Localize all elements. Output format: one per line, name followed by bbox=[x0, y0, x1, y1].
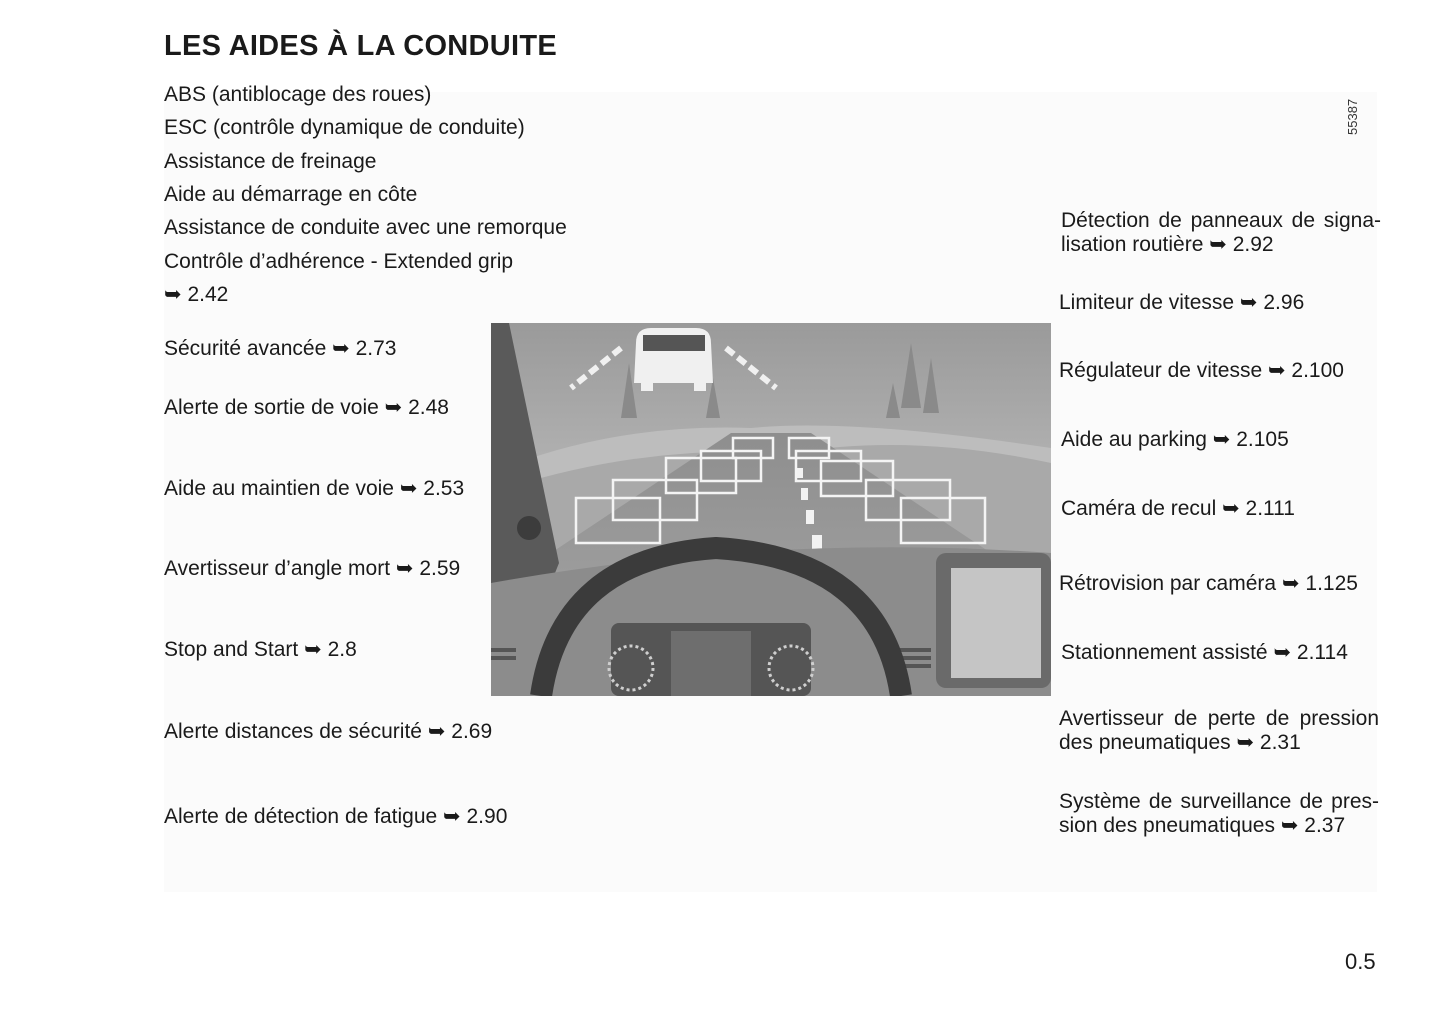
item-label: Alerte de sortie de voie bbox=[164, 396, 379, 419]
left-list-item: ABS (antiblocage des roues) bbox=[164, 83, 432, 106]
item-label: Aide au maintien de voie bbox=[164, 477, 394, 500]
item-label: Stop and Start bbox=[164, 638, 299, 661]
left-list-item: Assistance de conduite avec une remorque bbox=[164, 216, 567, 239]
arrow-icon: ➥ bbox=[1267, 359, 1286, 382]
item-label: Rétrovision par caméra bbox=[1059, 572, 1277, 595]
left-list-item: ESC (contrôle dynamique de conduite) bbox=[164, 116, 525, 139]
arrow-icon: ➥ bbox=[1281, 572, 1300, 595]
right-item[interactable] bbox=[1061, 428, 1289, 452]
right-item[interactable] bbox=[1059, 707, 1379, 755]
page-reference: 2.48 bbox=[408, 396, 449, 419]
page-reference: 2.96 bbox=[1263, 291, 1305, 314]
page-reference: 2.100 bbox=[1291, 359, 1344, 382]
page-reference: 2.59 bbox=[419, 557, 461, 580]
page-reference: 2.90 bbox=[466, 805, 508, 828]
speaker-grille bbox=[517, 516, 541, 540]
center-screen-display bbox=[951, 568, 1041, 678]
right-item[interactable] bbox=[1061, 497, 1295, 521]
item-label: Sécurité avancée bbox=[164, 337, 327, 360]
left-item[interactable] bbox=[164, 805, 507, 829]
page-reference: 2.105 bbox=[1236, 428, 1289, 451]
arrow-icon: ➥ bbox=[384, 396, 403, 419]
cluster-display bbox=[671, 631, 751, 696]
right-item[interactable] bbox=[1059, 790, 1379, 838]
page-reference: 2.69 bbox=[451, 720, 493, 743]
arrow-icon: ➥ bbox=[332, 337, 350, 360]
right-item[interactable] bbox=[1059, 359, 1344, 383]
arrow-icon: ➥ bbox=[1236, 731, 1255, 754]
right-item[interactable] bbox=[1059, 572, 1358, 596]
right-item[interactable] bbox=[1061, 209, 1381, 257]
left-list-item: Aide au démarrage en côte bbox=[164, 183, 418, 206]
arrow-icon: ➥ bbox=[395, 557, 414, 580]
item-label: Régulateur de vitesse bbox=[1059, 359, 1263, 382]
item-label: Stationnement assisté bbox=[1061, 641, 1268, 664]
page-reference: 2.53 bbox=[423, 477, 465, 500]
arrow-icon: ➥ bbox=[1239, 291, 1258, 314]
page-reference: 2.73 bbox=[355, 337, 397, 360]
page-reference: 2.111 bbox=[1245, 497, 1295, 520]
left-list-ref[interactable] bbox=[164, 283, 228, 307]
arrow-icon: ➥ bbox=[1273, 641, 1292, 664]
page-title: LES AIDES À LA CONDUITE bbox=[164, 30, 558, 62]
arrow-icon: ➥ bbox=[443, 805, 461, 828]
page-reference: 2.37 bbox=[1304, 814, 1346, 837]
left-item[interactable] bbox=[164, 396, 449, 420]
car-ahead-icon bbox=[634, 328, 713, 391]
arrow-icon: ➥ bbox=[399, 477, 418, 500]
item-label: Aide au parking bbox=[1061, 428, 1207, 451]
left-list-item: Contrôle d’adhérence - Extended grip bbox=[164, 250, 514, 273]
page-number: 0.5 bbox=[1345, 949, 1376, 974]
left-list-item: Assistance de freinage bbox=[164, 150, 377, 173]
left-item[interactable] bbox=[164, 477, 464, 501]
item-label: Alerte distances de sécurité bbox=[164, 720, 422, 743]
page-reference: 2.8 bbox=[327, 638, 357, 661]
left-item[interactable] bbox=[164, 337, 396, 361]
item-label: Avertisseur de perte de pression des pneumatiques bbox=[1059, 707, 1379, 754]
item-label: Alerte de détection de fatigue bbox=[164, 805, 438, 828]
arrow-icon: ➥ bbox=[1212, 428, 1231, 451]
arrow-icon: ➥ bbox=[1280, 814, 1299, 837]
figure-code: 55387 bbox=[1345, 98, 1360, 135]
left-item[interactable] bbox=[164, 557, 460, 581]
left-item[interactable] bbox=[164, 720, 492, 744]
page-reference: 2.42 bbox=[187, 283, 229, 306]
arrow-icon: ➥ bbox=[1209, 233, 1227, 256]
page-reference: 2.92 bbox=[1232, 233, 1274, 256]
item-label: Système de surveillance de pres-sion des pneumatiques bbox=[1059, 790, 1379, 837]
item-label: Limiteur de vitesse bbox=[1059, 291, 1235, 314]
arrow-icon: ➥ bbox=[427, 720, 446, 743]
arrow-icon: ➥ bbox=[304, 638, 322, 661]
driving-aids-illustration bbox=[491, 323, 1051, 696]
right-item[interactable] bbox=[1061, 641, 1348, 665]
item-label: Avertisseur d’angle mort bbox=[164, 557, 391, 580]
right-item[interactable] bbox=[1059, 291, 1304, 315]
item-label: Caméra de recul bbox=[1061, 497, 1217, 520]
arrow-icon: ➥ bbox=[164, 283, 182, 306]
page-reference: 2.31 bbox=[1259, 731, 1301, 754]
arrow-icon: ➥ bbox=[1222, 497, 1240, 520]
left-item[interactable] bbox=[164, 638, 357, 662]
page-reference: 2.114 bbox=[1296, 641, 1348, 664]
page-reference: 1.125 bbox=[1305, 572, 1358, 595]
item-label: Détection de panneaux de signa-lisation routière bbox=[1061, 209, 1381, 256]
